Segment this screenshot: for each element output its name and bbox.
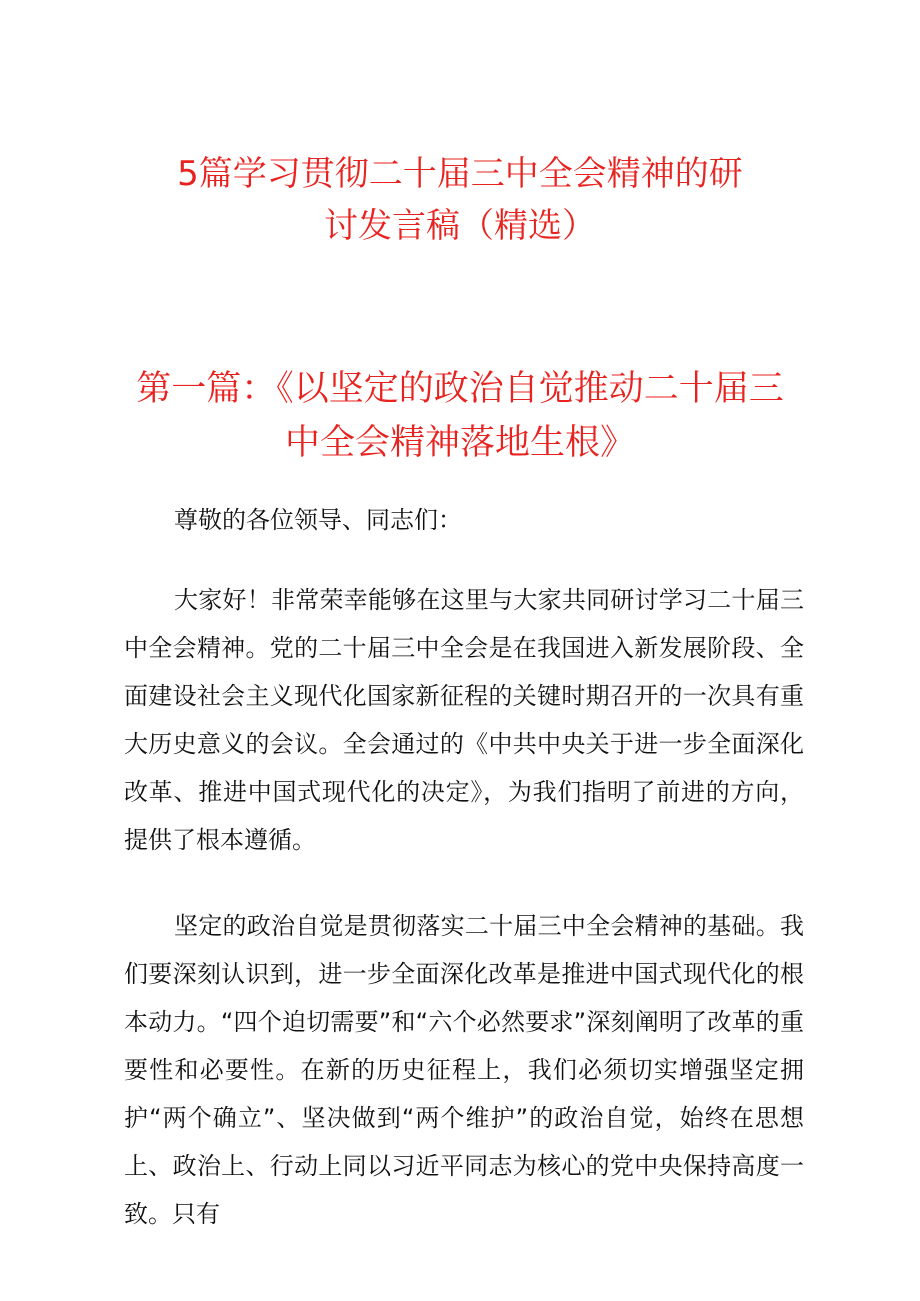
salutation: 尊敬的各位领导、同志们： [174,506,462,534]
section-title-line-2: 中全会精神落地生根》 [284,423,635,463]
document-title [150,148,770,252]
section-title-line-1: 第一篇：《以坚定的政治自觉推动二十届三 [136,369,784,409]
document-title-line-2: 讨发言稿（精选） [324,206,596,246]
paragraph-1: 大家好！非常荣幸能够在这里与大家共同研讨学习二十届三中全会精神。党的二十届三中全会是在我国进入新发展阶段、全面建设社会主义现代化国家新征程的关键时期召开的一次具有重大历史意义的会议。全会通过的《中共中央关于进一步全面深化改革、推进中国式现代化的决定》，为我们指明了前进的方向，提供了根本遵循。 [124,586,804,854]
document-title-line-1: 5篇学习贯彻二十届三中全会精神的研 [177,154,743,194]
section-title [120,362,800,470]
paragraph-2: 坚定的政治自觉是贯彻落实二十届三中全会精神的基础。我们要深刻认识到，进一步全面深化改革是推进中国式现代化的根本动力。“四个迫切需要”和“六个必然要求”深刻阐明了改革的重要性和必要性。在新的历史征程上，我们必须切实增强坚定拥护“两个确立”、坚决做到“两个维护”的政治自觉，始终在思想上、政治上、行动上同以习近平同志为核心的党中央保持高度一致。只有 [124,912,804,1228]
